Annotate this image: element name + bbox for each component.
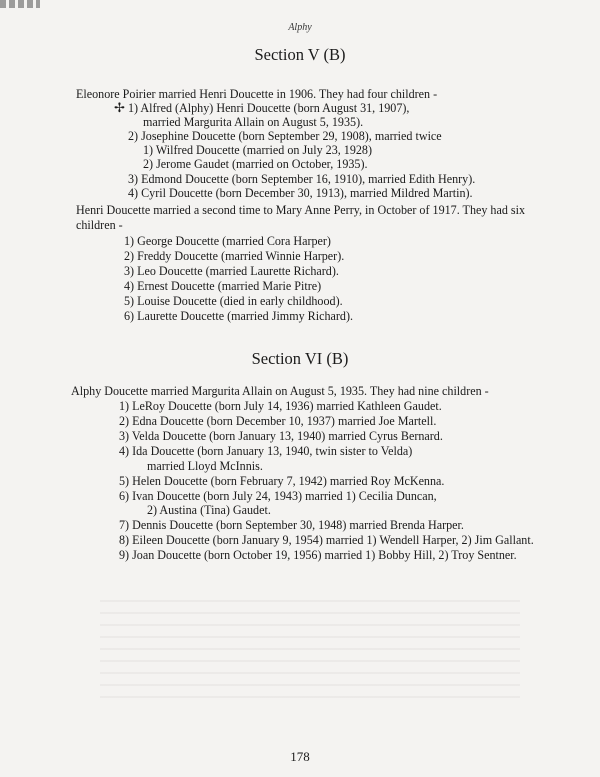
scan-edge-marks: [0, 0, 40, 8]
section-vi-line: 3) Velda Doucette (born January 13, 1940) married Cyrus Bernard.: [119, 429, 443, 443]
section-vi-line: Alphy Doucette married Margurita Allain on August 5, 1935. They had nine children -: [71, 384, 489, 398]
section-v-line: 1) George Doucette (married Cora Harper): [124, 234, 331, 248]
section-vi-line: 9) Joan Doucette (born October 19, 1956) married 1) Bobby Hill, 2) Troy Sentner.: [119, 548, 517, 562]
section-v-title: Section V (B): [254, 45, 346, 64]
section-v-line: 3) Leo Doucette (married Laurette Richard).: [124, 264, 339, 278]
page-number: 178: [290, 749, 310, 764]
section-v-line: 3) Edmond Doucette (born September 16, 1910), married Edith Henry).: [128, 172, 476, 186]
section-v-line: Henri Doucette married a second time to Mary Anne Perry, in October of 1917. They had six: [76, 203, 526, 217]
cross-marker-icon: ✢: [114, 100, 125, 115]
section-vi-line: 5) Helen Doucette (born February 7, 1942) married Roy McKenna.: [119, 474, 445, 488]
section-v-line: 4) Ernest Doucette (married Marie Pitre): [124, 279, 322, 293]
section-vi-line: 7) Dennis Doucette (born September 30, 1948) married Brenda Harper.: [119, 518, 464, 532]
section-vi-line: 6) Ivan Doucette (born July 24, 1943) married 1) Cecilia Duncan,: [119, 489, 437, 503]
section-v-line: married Margurita Allain on August 5, 1935).: [143, 115, 364, 129]
section-vi-line: 2) Austina (Tina) Gaudet.: [147, 503, 271, 517]
section-vi-line: 1) LeRoy Doucette (born July 14, 1936) married Kathleen Gaudet.: [119, 399, 442, 413]
section-vi-line: 2) Edna Doucette (born December 10, 1937) married Joe Martell.: [119, 414, 437, 428]
section-vi-line: 8) Eileen Doucette (born January 9, 1954) married 1) Wendell Harper, 2) Jim Gallant.: [119, 533, 534, 547]
section-v-line: 1) Wilfred Doucette (married on July 23, 1928): [143, 143, 373, 157]
section-vi-line: 4) Ida Doucette (born January 13, 1940, twin sister to Velda): [119, 444, 413, 458]
section-v-line: 2) Josephine Doucette (born September 29, 1908), married twice: [128, 129, 442, 143]
section-vi-title: Section VI (B): [251, 349, 349, 368]
section-v-line: Eleonore Poirier married Henri Doucette in 1906. They had four children -: [76, 87, 438, 101]
bleed-through-text: [100, 590, 520, 700]
section-v-line: 2) Freddy Doucette (married Winnie Harper).: [124, 249, 345, 263]
section-v-line: 4) Cyril Doucette (born December 30, 1913), married Mildred Martin).: [128, 186, 473, 200]
section-v-line: children -: [76, 218, 123, 232]
section-v-line: ✢ 1) Alfred (Alphy) Henri Doucette (born August 31, 1907),: [114, 100, 410, 115]
section-v-line: 5) Louise Doucette (died in early childhood).: [124, 294, 343, 308]
running-header: Alphy: [288, 22, 312, 33]
section-v-line: 6) Laurette Doucette (married Jimmy Richard).: [124, 309, 354, 323]
section-vi-line: married Lloyd McInnis.: [147, 459, 263, 473]
section-v-line: 2) Jerome Gaudet (married on October, 1935).: [143, 157, 368, 171]
